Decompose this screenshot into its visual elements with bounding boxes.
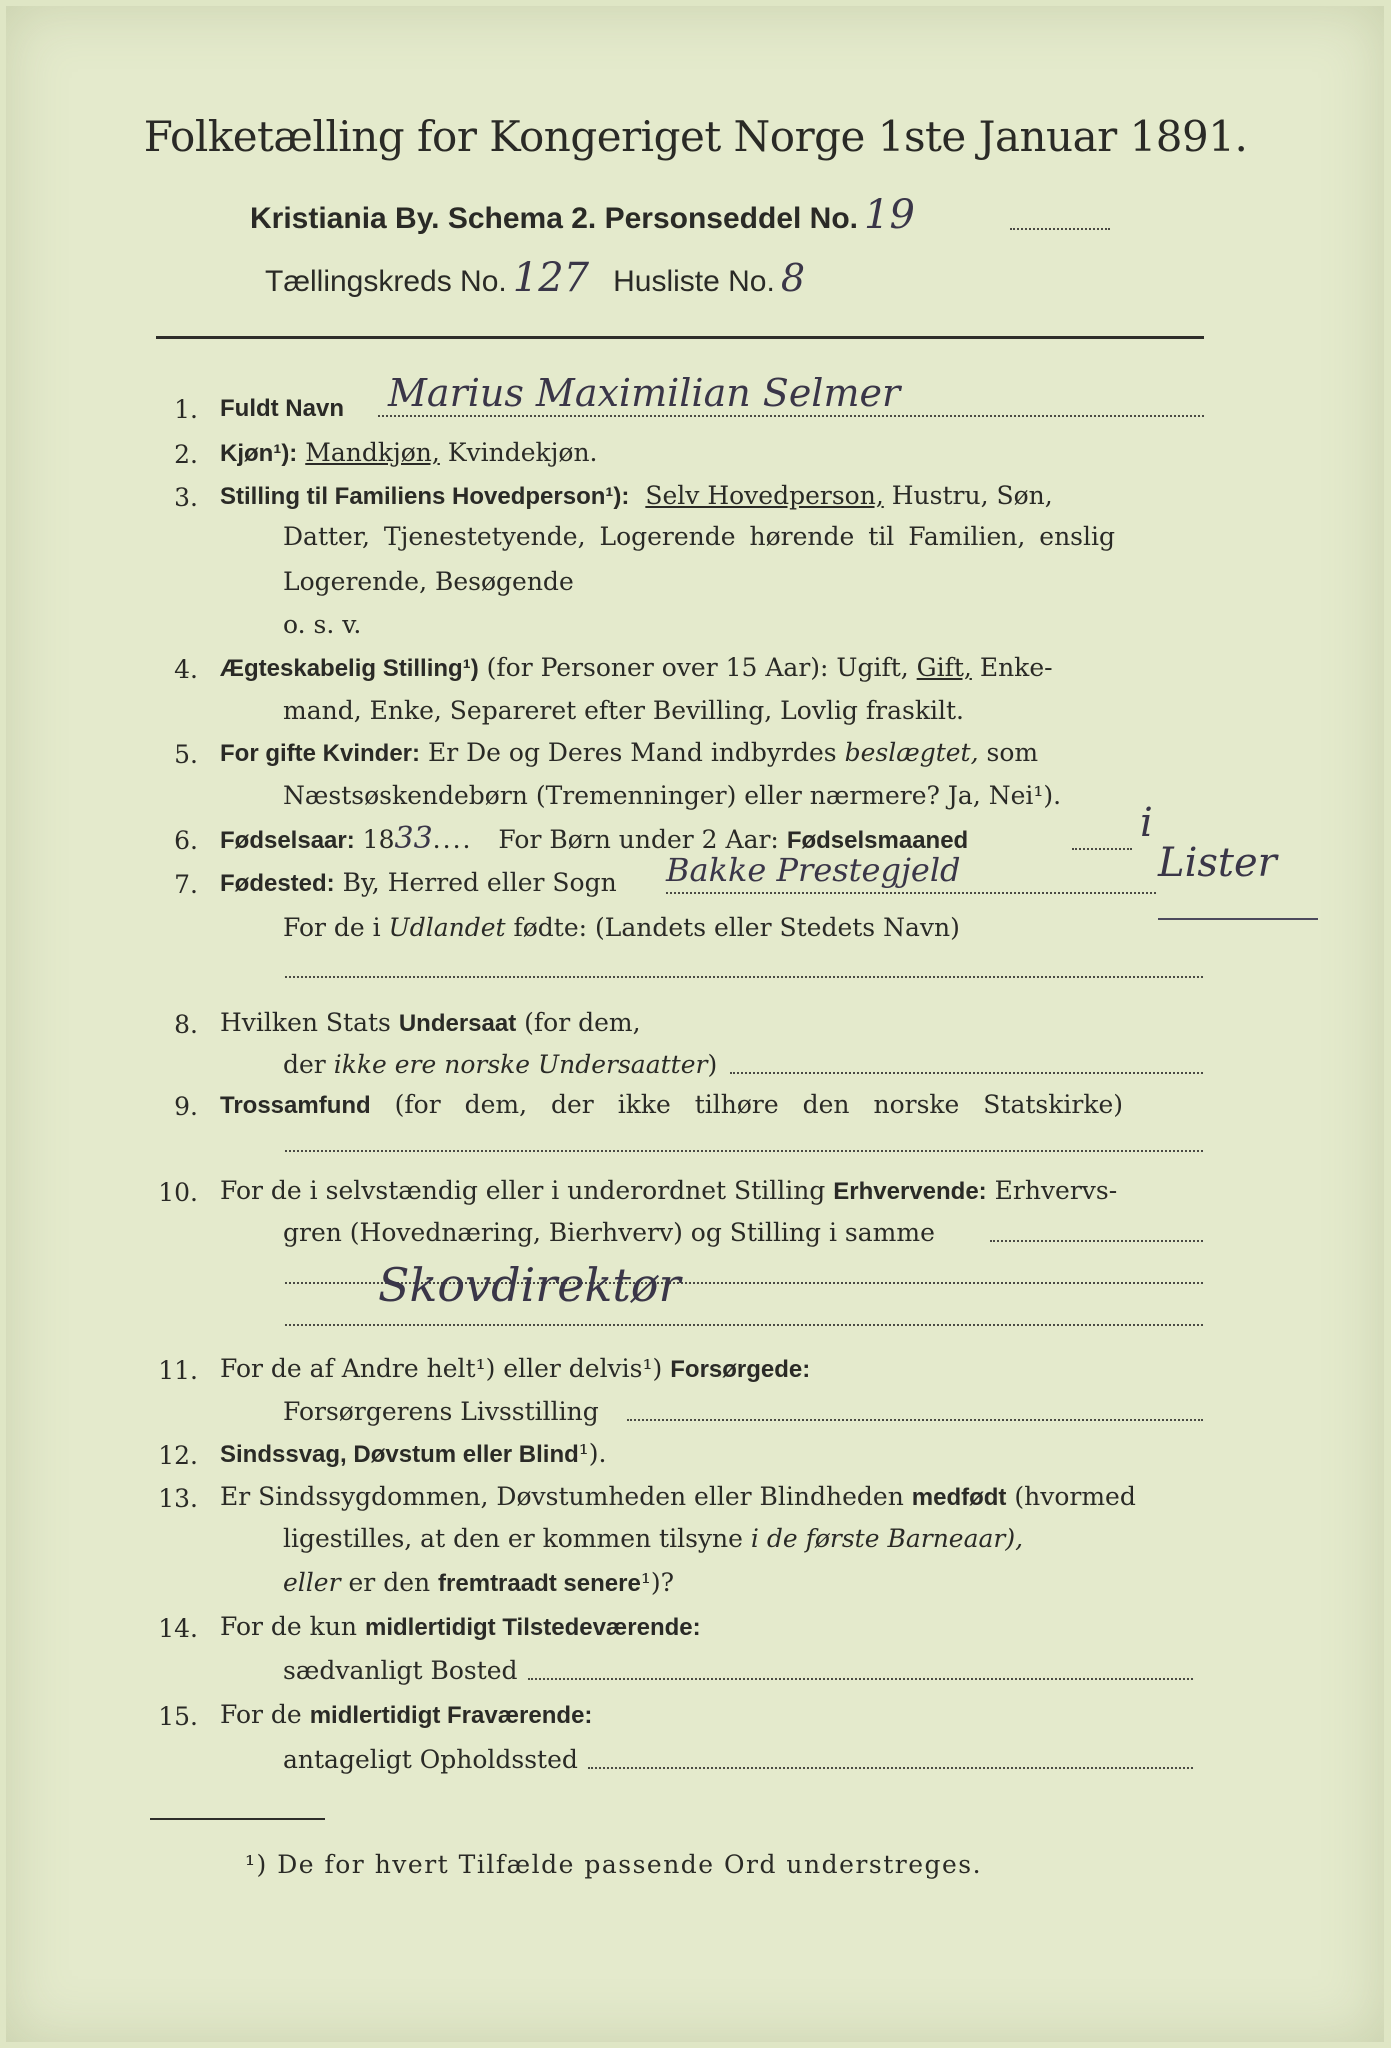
item-3-line1	[220, 481, 1053, 512]
personseddel-number: 19	[864, 192, 915, 238]
item-4-line1	[220, 653, 1053, 684]
kreds-line	[265, 255, 805, 301]
birthplace-value: Bakke Prestegjeld	[666, 851, 961, 889]
item-13-line2-a: ligestilles, at den er kommen tilsyne	[283, 1524, 743, 1553]
item-10-dotline-1	[990, 1240, 1203, 1242]
item-8-line2: der ikke ere norske Undersaatter)	[283, 1050, 718, 1079]
item-7-udlandet: Udlandet	[388, 913, 506, 942]
item-3-options: Hustru, Søn,	[891, 481, 1053, 510]
item-14-a: For de kun	[220, 1612, 358, 1641]
item-15-line1	[220, 1700, 592, 1731]
item-number-8: 8.	[174, 1010, 198, 1039]
birthplace-dotline	[666, 892, 1156, 894]
kreds-number: 127	[512, 255, 590, 301]
paper-sheet	[6, 6, 1384, 2042]
item-13-b: (hvormed	[1014, 1482, 1136, 1511]
husliste-number: 8	[780, 256, 806, 300]
schema-line	[250, 192, 915, 238]
item-9-dotline	[285, 1150, 1203, 1152]
item-5-line2: Næstsøskendebørn (Tremenninger) eller nærmere? Ja, Nei¹).	[283, 781, 1062, 810]
item-number-7: 7.	[174, 870, 198, 899]
item-4-line2: mand, Enke, Separeret efter Bevilling, Lovlig fraskilt.	[283, 696, 964, 725]
item-7-line2	[283, 913, 960, 943]
item-13-line3	[283, 1568, 674, 1599]
item-8-italic: ikke ere norske Undersaatter	[333, 1050, 708, 1079]
item-number-12: 12.	[158, 1441, 198, 1470]
item-number-14: 14.	[158, 1614, 198, 1643]
option-selv-hovedperson-selected: Selv Hovedperson,	[645, 481, 884, 510]
item-5-line1	[220, 738, 1038, 769]
personseddel-dotline	[1010, 228, 1110, 230]
option-mandkjon-selected: Mandkjøn,	[305, 438, 440, 467]
item-9-line1	[220, 1090, 1123, 1121]
name-dotline	[378, 415, 1204, 417]
item-6-born-text: For Børn under 2 Aar:	[498, 825, 779, 854]
fodselsmaaned-label: Fødselsmaaned	[786, 827, 969, 854]
item-number-3: 3.	[174, 483, 198, 512]
item-number-9: 9.	[174, 1092, 198, 1121]
header-rule	[156, 336, 1204, 339]
district-underline	[1158, 918, 1318, 920]
item-5-beslaegtet: beslægtet,	[844, 738, 979, 767]
fremtraadt-label: fremtraadt senere	[438, 1570, 641, 1597]
item-4-enke: Enke-	[979, 653, 1053, 682]
item-15-line2: antageligt Opholdssted	[283, 1745, 578, 1774]
item-13-line2	[283, 1524, 1023, 1554]
item-3-line3: Logerende, Besøgende	[283, 567, 574, 596]
item-number-4: 4.	[174, 655, 198, 684]
sindssvag-label: Sindssvag, Døvstum eller Blind	[220, 1441, 579, 1468]
item-4-text: (for Personer over 15 Aar): Ugift,	[486, 653, 909, 682]
footnote-rule	[150, 1818, 325, 1820]
birth-month-mark: i	[1140, 800, 1153, 846]
item-12-suffix: ¹).	[578, 1439, 607, 1468]
item-13-line2-italic: i de første Barneaar),	[750, 1524, 1024, 1553]
gifte-kvinder-label: For gifte Kvinder:	[220, 740, 421, 767]
item-2-line	[220, 438, 598, 469]
item-14-dotline	[528, 1678, 1193, 1680]
undersaat-label: Undersaat	[398, 1010, 517, 1037]
birth-year-value: 33	[394, 821, 433, 856]
item-number-1: 1.	[174, 395, 198, 424]
item-15-a: For de	[220, 1700, 302, 1729]
item-8-a: Hvilken Stats	[220, 1008, 391, 1037]
item-7-dotline	[285, 976, 1203, 978]
item-8-dotline	[730, 1072, 1203, 1074]
item-10-a: For de i selvstændig eller i underordnet Stilling	[220, 1176, 826, 1205]
item-10-line2: gren (Hovednæring, Bierhverv) og Stilling i samme	[283, 1218, 935, 1247]
forsorgede-label: Forsørgede:	[670, 1356, 811, 1383]
item-13-line3-b: ¹)?	[640, 1568, 674, 1597]
item-8-der: der	[283, 1050, 326, 1079]
item-7-line1	[220, 868, 617, 899]
fodselsaar-label: Fødselsaar:	[220, 827, 355, 854]
item-number-5: 5.	[174, 740, 198, 769]
item-8-line1	[220, 1008, 641, 1039]
footnote: ¹) De for hvert Tilfælde passende Ord understreges.	[245, 1850, 983, 1879]
item-7-line2-b: fødte: (Landets eller Stedets Navn)	[513, 913, 960, 942]
form-title: Folketælling for Kongeriget Norge 1ste Januar 1891.	[143, 112, 1248, 161]
item-3-line4: o. s. v.	[283, 610, 362, 639]
item-1-label	[220, 393, 344, 424]
fodested-label: Fødested:	[220, 870, 335, 897]
item-10-dotline-3	[285, 1324, 1203, 1326]
year-prefix: 18	[362, 825, 395, 854]
item-5-question: Er De og Deres Mand indbyrdes	[427, 738, 837, 767]
item-number-11: 11.	[158, 1356, 198, 1385]
fuldt-navn-label: Fuldt Navn	[220, 395, 344, 422]
item-13-eller: eller	[283, 1568, 341, 1597]
erhvervende-label: Erhvervende:	[833, 1178, 987, 1205]
item-11-a: For de af Andre helt¹) eller delvis¹)	[220, 1354, 663, 1383]
item-15-dotline	[588, 1767, 1193, 1769]
item-11-line1	[220, 1354, 810, 1385]
item-14-line2: sædvanligt Bosted	[283, 1656, 518, 1685]
item-7-line2-a: For de i	[283, 913, 381, 942]
tilstedevaerende-label: midlertidigt Tilstedeværende:	[364, 1614, 701, 1641]
fravaerende-label: midlertidigt Fraværende:	[309, 1702, 593, 1729]
full-name-value: Marius Maximilian Selmer	[388, 371, 901, 415]
item-14-line1	[220, 1612, 701, 1643]
item-13-a: Er Sindssygdommen, Døvstumheden eller Blindheden	[220, 1482, 904, 1511]
item-8-b: (for dem,	[524, 1008, 641, 1037]
kjon-label: Kjøn¹):	[220, 440, 298, 467]
item-number-13: 13.	[158, 1484, 198, 1513]
kreds-label: Tællingskreds No.	[265, 265, 507, 298]
item-6-line: Fødselsaar: 1833.... For Børn under 2 Aar: Fødselsmaaned	[220, 821, 969, 856]
option-gift-selected: Gift,	[916, 653, 972, 682]
item-10-line1	[220, 1176, 1117, 1207]
birthplace-district-value: Lister	[1158, 840, 1277, 886]
aegteskab-label: Ægteskabelig Stilling¹)	[220, 655, 479, 682]
item-11-line2: Forsørgerens Livsstilling	[283, 1397, 599, 1426]
husliste-label: Husliste No.	[613, 265, 775, 298]
item-number-15: 15.	[158, 1702, 198, 1731]
trossamfund-label: Trossamfund	[220, 1092, 371, 1119]
schema-line-label: Kristiania By. Schema 2. Personseddel No.	[250, 202, 858, 235]
item-9-text: (for dem, der ikke tilhøre den norske Statskirke)	[394, 1090, 1124, 1119]
stilling-label: Stilling til Familiens Hovedperson¹):	[220, 483, 630, 510]
birth-month-dotline	[1072, 848, 1132, 850]
occupation-value: Skovdirektør	[378, 1258, 681, 1312]
item-11-dotline	[627, 1419, 1203, 1421]
item-7-text: By, Herred eller Sogn	[342, 868, 617, 897]
item-number-10: 10.	[158, 1178, 198, 1207]
item-13-line3-a: er den	[348, 1568, 431, 1597]
medfodt-label: medfødt	[911, 1484, 1007, 1511]
item-number-2: 2.	[174, 440, 198, 469]
item-13-line1	[220, 1482, 1136, 1513]
item-10-b: Erhvervs-	[994, 1176, 1118, 1205]
option-kvindekjon: Kvindekjøn.	[447, 438, 598, 467]
item-3-line2: Datter, Tjenestetyende, Logerende hørende til Familien, enslig	[283, 522, 1116, 551]
item-12-line	[220, 1439, 607, 1470]
item-number-6: 6.	[174, 826, 198, 855]
item-5-som: som	[986, 738, 1039, 767]
